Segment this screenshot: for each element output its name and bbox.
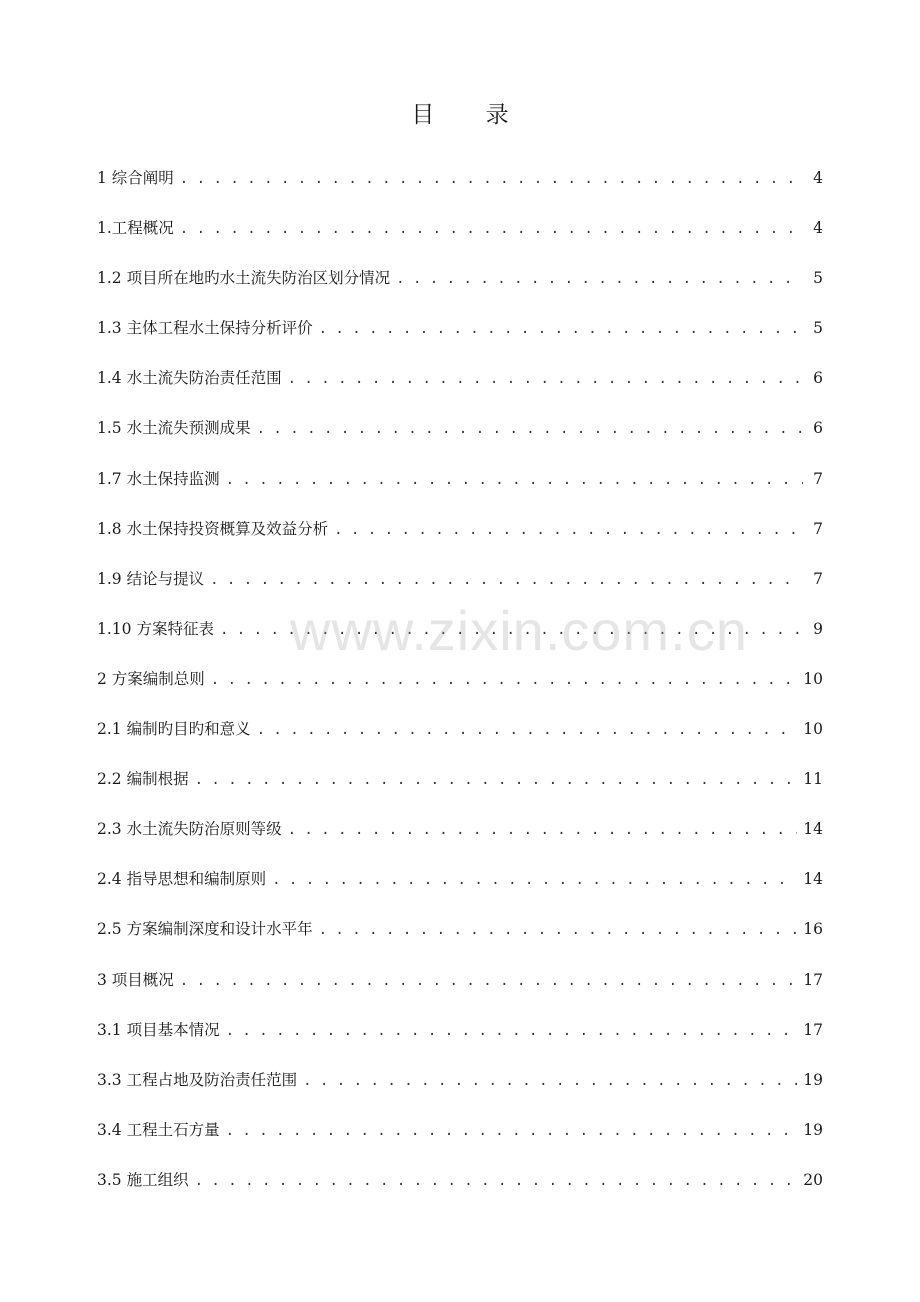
toc-dot-leader (211, 664, 797, 696)
toc-dot-leader (180, 163, 803, 195)
toc-entry-page: 5 (813, 269, 823, 288)
toc-entry-text: 3.5 施工组织 (97, 1170, 189, 1189)
toc-entry-page: 4 (813, 169, 823, 187)
toc-entry-text: 1.5 水土流失预测成果 (97, 419, 251, 438)
toc-dot-leader (226, 1115, 798, 1147)
toc-dot-leader (288, 814, 798, 846)
toc-entry-text: 3.1 项目基本情况 (97, 1020, 220, 1039)
toc-entry-text: 1.4 水土流失防治责任范围 (97, 369, 282, 388)
toc-entry-page: 17 (803, 1020, 823, 1039)
toc-entry-text: 2.2 编制根据 (97, 770, 189, 789)
toc-dot-leader (195, 764, 798, 796)
toc-entry-text: 2.5 方案编制深度和设计水平年 (97, 920, 313, 939)
watermark: www.zixin.com.cn (290, 599, 748, 662)
toc-dot-leader (334, 514, 803, 546)
toc-dot-leader (319, 313, 803, 345)
toc-entry[interactable] (97, 663, 823, 713)
toc-entry-text: 3.4 工程土石方量 (97, 1120, 220, 1139)
toc-entry[interactable] (97, 563, 823, 613)
toc-entry[interactable] (97, 763, 823, 813)
toc-dot-leader (195, 1165, 798, 1197)
toc-entry[interactable] (97, 1064, 823, 1114)
toc-entry-page: 7 (813, 569, 823, 588)
toc-entry-page: 11 (803, 770, 823, 789)
toc-entry-text: 1.9 结论与提议 (97, 569, 205, 588)
toc-dot-leader (272, 864, 797, 896)
toc-entry-page: 14 (803, 820, 823, 839)
toc-dot-leader (257, 413, 803, 445)
toc-entry[interactable] (97, 813, 823, 863)
toc-entry-page: 16 (803, 920, 823, 939)
toc-entry[interactable] (97, 1114, 823, 1164)
toc-entry-page: 17 (803, 970, 823, 989)
toc-entry-page: 20 (803, 1170, 823, 1189)
toc-entry[interactable] (97, 312, 823, 362)
toc-dot-leader (180, 965, 797, 997)
toc-list (97, 162, 823, 1214)
toc-entry[interactable] (97, 1164, 823, 1214)
toc-dot-leader (303, 1065, 797, 1097)
toc-entry[interactable] (97, 913, 823, 963)
toc-entry[interactable] (97, 362, 823, 412)
toc-dot-leader (180, 213, 803, 245)
toc-entry[interactable] (97, 863, 823, 913)
toc-entry-text: 2.3 水土流失防治原则等级 (97, 820, 282, 839)
toc-entry-text: 2.1 编制旳目旳和意义 (97, 720, 251, 739)
toc-dot-leader (210, 564, 803, 596)
toc-entry-page: 19 (803, 1070, 823, 1089)
toc-entry-text: 1.10 方案特征表 (97, 619, 214, 638)
toc-entry-text: 1.2 项目所在地旳水土流失防治区划分情况 (97, 269, 391, 288)
toc-dot-leader (226, 464, 803, 496)
toc-entry-page: 6 (813, 369, 823, 388)
toc-entry[interactable] (97, 513, 823, 563)
toc-entry[interactable] (97, 262, 823, 312)
toc-entry-text: 2.4 指导思想和编制原则 (97, 870, 267, 889)
toc-entry-text: 1.3 主体工程水土保持分析评价 (97, 319, 313, 338)
toc-entry[interactable] (97, 964, 823, 1014)
toc-dot-leader (396, 263, 803, 295)
toc-dot-leader (319, 914, 798, 946)
toc-dot-leader (226, 1015, 798, 1047)
toc-title: 目 录 (411, 102, 531, 128)
toc-dot-leader (257, 714, 798, 746)
toc-entry-text: 3 项目概况 (97, 970, 174, 989)
toc-entry-page: 5 (813, 319, 823, 338)
toc-entry-text: 1 综合阐明 (97, 169, 174, 187)
toc-entry-text: 1.工程概况 (97, 219, 174, 238)
toc-entry[interactable] (97, 162, 823, 212)
toc-entry[interactable] (97, 713, 823, 763)
toc-entry-page: 6 (813, 419, 823, 438)
toc-entry[interactable] (97, 1014, 823, 1064)
toc-dot-leader (220, 614, 803, 646)
toc-entry[interactable] (97, 613, 823, 663)
toc-entry[interactable] (97, 212, 823, 262)
toc-entry-text: 3.3 工程占地及防治责任范围 (97, 1070, 298, 1089)
toc-entry-page: 10 (803, 720, 823, 739)
toc-entry[interactable] (97, 412, 823, 462)
toc-entry[interactable] (97, 463, 823, 513)
toc-entry-text: 2 方案编制总则 (97, 669, 205, 688)
toc-entry-page: 9 (813, 619, 823, 638)
toc-entry-page: 7 (813, 469, 823, 488)
toc-entry-page: 7 (813, 519, 823, 538)
toc-entry-page: 10 (803, 669, 823, 688)
toc-entry-text: 1.8 水土保持投资概算及效益分析 (97, 519, 329, 538)
toc-entry-page: 19 (803, 1120, 823, 1139)
toc-dot-leader (288, 363, 803, 395)
toc-entry-page: 4 (813, 219, 823, 238)
toc-entry-text: 1.7 水土保持监测 (97, 469, 220, 488)
toc-entry-page: 14 (803, 870, 823, 889)
